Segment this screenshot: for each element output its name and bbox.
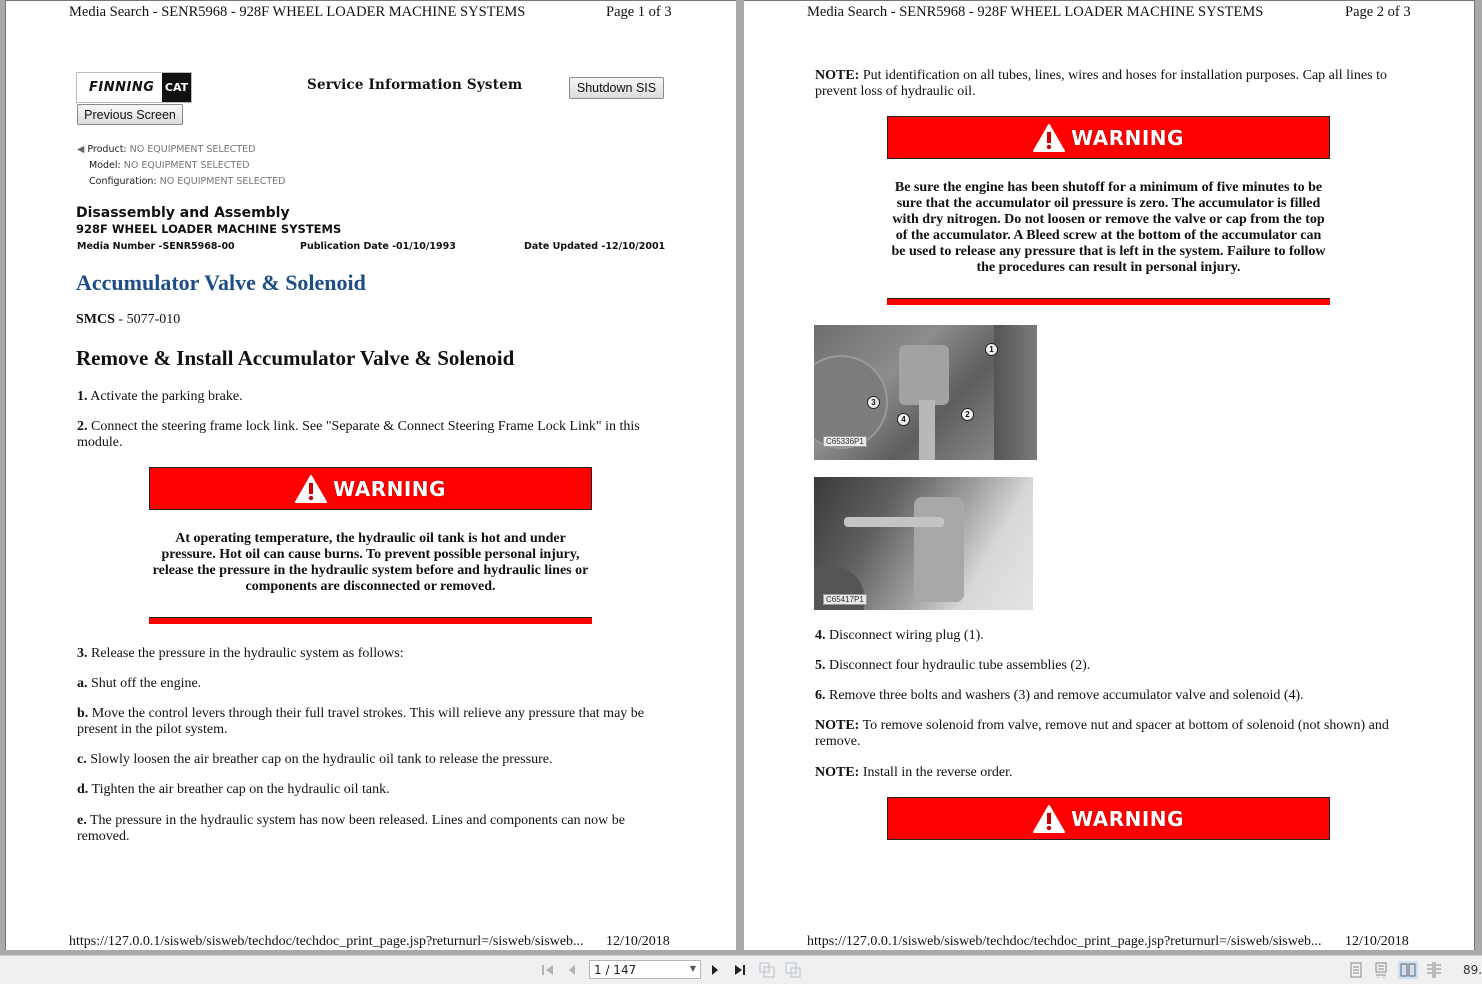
note-text: To remove solenoid from valve, remove nut and spacer at bottom of solenoid (not shown) and remove. [815,718,1389,749]
sis-title: Service Information System [307,77,523,93]
warning-triangle-icon [1033,805,1065,833]
photo-shape [994,325,1037,460]
step-text: The pressure in the hydraulic system has now been released. Lines and components can now be removed. [77,813,625,844]
viewer-toolbar [0,955,1482,984]
step-4 [815,628,1405,644]
note-solenoid [815,718,1405,750]
step-number: a. [77,676,88,691]
step-text: Disconnect four hydraulic tube assemblies (2). [825,658,1091,673]
two-page-view-icon[interactable] [1398,961,1418,979]
document-machine: 928F WHEEL LOADER MACHINE SYSTEMS [76,222,342,236]
page-footer-date: 12/10/2018 [606,934,670,949]
previous-page-icon[interactable] [565,962,579,978]
single-page-view-icon[interactable] [1348,962,1364,978]
step-text: Slowly loosen the air breather cap on the hydraulic oil tank to release the pressure. [86,752,553,767]
page-header-title: Media Search - SENR5968 - 928F WHEEL LOADER MACHINE SYSTEMS [807,4,1264,20]
callout-3: 3 [867,396,880,409]
warning-triangle-icon [295,475,327,503]
step-number: 2. [77,419,88,434]
note-label: NOTE: [815,765,860,780]
figure-label: C65336P1 [823,436,867,447]
document-kind: Disassembly and Assembly [76,205,290,221]
step-3b [77,706,667,738]
step-1 [77,389,667,405]
photo-shape [919,400,935,460]
previous-screen-button[interactable]: Previous Screen [77,104,183,125]
step-3d [77,782,667,798]
publication-date: Publication Date -01/10/1993 [300,241,456,252]
date-updated: Date Updated -12/10/2001 [524,241,666,252]
warning-end-rule [149,617,592,624]
smcs-code [76,312,180,328]
document-page-1 [5,0,736,950]
warning-text: At operating temperature, the hydraulic oil tank is hot and under pressure. Hot oil can cause burns. To prevent possible personal injury, release the pressure in the hydraulic system before and hydraulic lines or components are disconnected or removed. [152,531,589,594]
callout-1: 1 [985,343,998,356]
warning-banner [887,116,1330,159]
product-value: NO EQUIPMENT SELECTED [129,144,256,155]
two-page-continuous-view-icon[interactable] [1426,962,1442,978]
warning-triangle-icon [1033,124,1065,152]
step-6 [815,688,1405,704]
model-label: Model: [89,160,121,171]
photo-shape [914,497,964,602]
continuous-view-icon[interactable] [1373,962,1389,978]
page-footer-url: https://127.0.0.1/sisweb/sisweb/techdoc/techdoc_print_page.jsp?returnurl=/sisweb/sisweb... [807,934,1322,949]
chevron-down-icon[interactable]: ▼ [689,964,696,973]
step-3e [77,813,667,845]
step-text: Release the pressure in the hydraulic system as follows: [87,646,404,661]
warning-text: Be sure the engine has been shutoff for a minimum of five minutes to be sure that the accumulator oil pressure is zero. The accumulator is filled with dry nitrogen. Do not loosen or remove the valve or cap from the top of the accumulator. A Bleed screw at the bottom of the accumulator can be used to release any pressure that is left in the system. Failure to follow the procedures can result in personal injury. [891,180,1326,275]
page-number-value: 1 / 147 [594,962,637,977]
equipment-configuration-row [89,176,285,187]
figure-label: C65417P1 [823,594,867,605]
product-label: Product: [87,144,127,155]
model-value: NO EQUIPMENT SELECTED [123,160,250,171]
warning-label: WARNING [1071,125,1184,150]
note-text: Put identification on all tubes, lines, wires and hoses for installation purposes. Cap all lines to prevent loss of hydraulic oil. [815,68,1387,99]
callout-4: 4 [897,413,910,426]
warning-label: WARNING [1071,806,1184,831]
step-number: b. [77,706,89,721]
previous-view-icon[interactable] [758,962,776,978]
page-header-title: Media Search - SENR5968 - 928F WHEEL LOADER MACHINE SYSTEMS [69,4,526,20]
equipment-model-row [89,160,250,171]
page-footer-url: https://127.0.0.1/sisweb/sisweb/techdoc/techdoc_print_page.jsp?returnurl=/sisweb/sisweb... [69,934,584,949]
warning-banner-2 [887,797,1330,840]
warning-banner [149,467,592,510]
step-number: 5. [815,658,826,673]
callout-2: 2 [961,408,974,421]
configuration-value: NO EQUIPMENT SELECTED [159,176,286,187]
note-text: Install in the reverse order. [859,765,1013,780]
smcs-label: SMCS [76,312,115,327]
step-text: Remove three bolts and washers (3) and remove accumulator valve and solenoid (4). [825,688,1304,703]
smcs-value: - 5077-010 [114,312,181,327]
next-view-icon[interactable] [784,962,802,978]
step-5 [815,658,1405,674]
step-text: Tighten the air breather cap on the hydraulic oil tank. [88,782,390,797]
last-page-icon[interactable] [732,962,748,978]
page-number-input[interactable] [589,960,701,979]
zoom-level[interactable]: 89. [1463,963,1482,977]
step-text: Disconnect wiring plug (1). [825,628,984,643]
note-reverse-order [815,765,1405,781]
note-label: NOTE: [815,718,860,733]
note-identification [815,68,1405,100]
page-header-page-number: Page 1 of 3 [606,4,672,20]
step-3c [77,752,667,768]
step-2 [77,419,667,451]
equipment-product-row [77,144,255,155]
figure-c65336p1 [814,325,1037,460]
note-label: NOTE: [815,68,860,83]
page-footer-date: 12/10/2018 [1345,934,1409,949]
cat-logo-icon: CAT [162,73,191,102]
step-text: Activate the parking brake. [87,389,243,404]
finning-cat-logo [76,72,192,103]
step-number: 1. [77,389,88,404]
photo-shape [844,517,944,527]
step-number: e. [77,813,87,828]
step-3a [77,676,667,692]
configuration-label: Configuration: [89,176,157,187]
figure-c65417p1 [814,477,1033,610]
collapse-arrow-icon[interactable]: ◀ [77,144,85,155]
shutdown-sis-button[interactable]: Shutdown SIS [569,77,664,99]
page-header-page-number: Page 2 of 3 [1345,4,1411,20]
step-number: 6. [815,688,826,703]
media-number: Media Number -SENR5968-00 [77,241,235,252]
step-3 [77,646,667,662]
next-page-icon[interactable] [708,962,722,978]
finning-logo-text: FINNING [89,80,155,95]
step-text: Shut off the engine. [87,676,202,691]
warning-end-rule [887,298,1330,305]
step-number: 3. [77,646,88,661]
procedure-heading: Remove & Install Accumulator Valve & Solenoid [76,346,515,370]
step-text: Connect the steering frame lock link. See "Separate & Connect Steering Frame Lock Link" in this module. [77,419,640,450]
first-page-icon[interactable] [540,962,556,978]
document-page-2 [744,0,1475,950]
step-number: 4. [815,628,826,643]
step-number: c. [77,752,87,767]
step-text: Move the control levers through their full travel strokes. This will relieve any pressure that may be present in the pilot system. [77,706,644,737]
warning-label: WARNING [333,476,446,501]
photo-shape [899,345,949,405]
topic-title: Accumulator Valve & Solenoid [76,270,366,295]
step-number: d. [77,782,89,797]
